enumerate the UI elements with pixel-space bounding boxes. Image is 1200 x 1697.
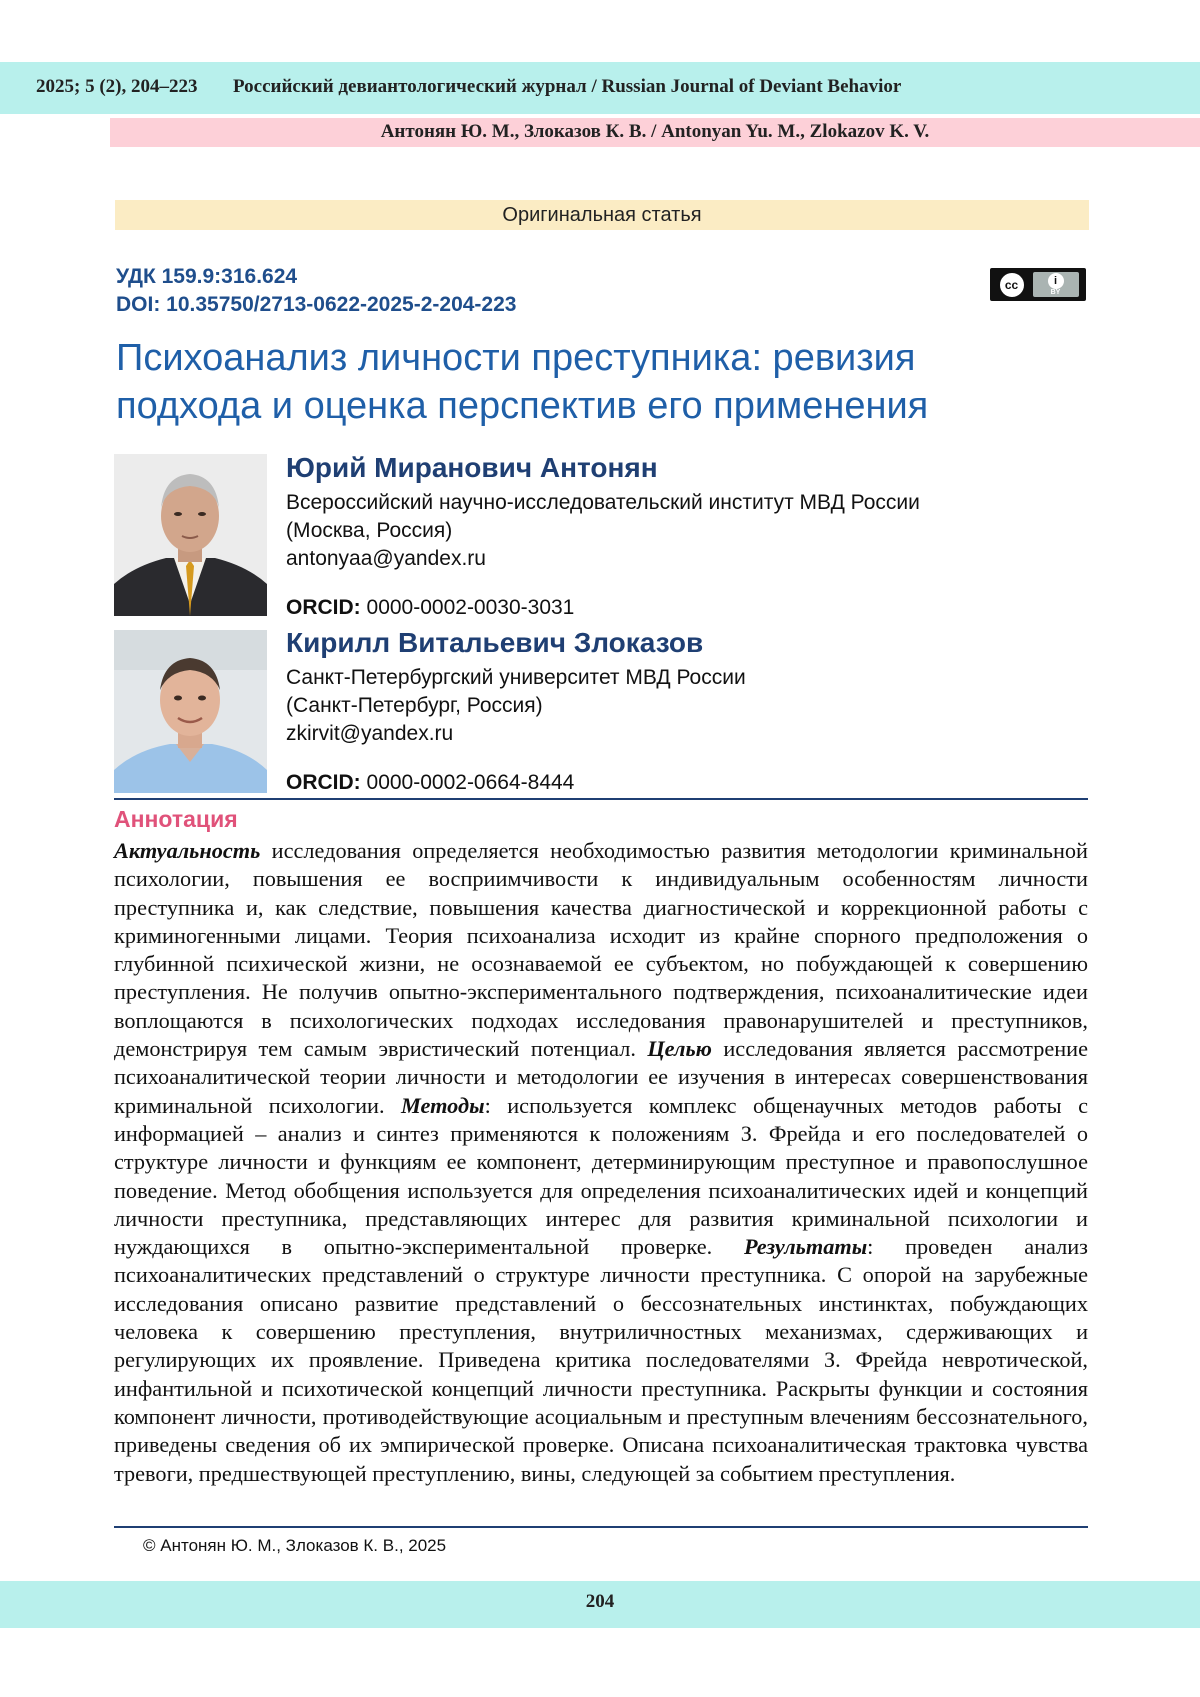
running-authors: Антонян Ю. М., Злоказов К. В. / Antonyan Yu. M., Zlokazov K. V. [380,121,930,142]
cc-license-badge[interactable] [990,268,1086,301]
author-location-2: (Санкт-Петербург, Россия) [286,694,543,717]
by-icon: i BY [1033,272,1079,297]
author-orcid-2[interactable]: ORCID: 0000-0002-0664-8444 [286,771,575,794]
author-affiliation-1: Всероссийский научно-исследовательский институт МВД России [286,491,920,514]
person-icon: i [1048,273,1064,289]
cc-icon: cc [998,271,1026,299]
author-name-2: Кирилл Витальевич Злоказов [286,627,704,658]
author-name-1: Юрий Миранович Антонян [286,452,658,483]
doi-link[interactable]: DOI: 10.35750/2713-0622-2025-2-204-223 [116,293,517,316]
author-photo-antonyan [114,454,267,616]
author-orcid-1[interactable]: ORCID: 0000-0002-0030-3031 [286,596,575,619]
abstract-heading: Аннотация [114,806,238,832]
article-title: Психоанализ личности преступника: ревизия подхода и оценка перспектив его применения [116,337,929,427]
author-email-2[interactable]: zkirvit@yandex.ru [286,722,454,745]
author-location-1: (Москва, Россия) [286,519,453,542]
copyright: © Антонян Ю. М., Злоказов К. В., 2025 [143,1536,447,1555]
author-affiliation-2: Санкт-Петербургский университет МВД России [286,666,746,689]
footer-divider [114,1526,1088,1528]
abstract-body: Актуальность исследования определяется необходимостью развития методологии криминальной психологии, повышения ее восприимчивости к индивидуальным особенностям личности преступника и, как следствие, повышения качества диагностической и коррекционной работы с криминогенными лицами. Теория психоанализа исходит из крайне спорного предположения о глубинной психической жизни, не осознаваемой ее субъектом, но побуждающей к совершению преступления. Не получив опытно-экспериментального подтверждения, психоаналитические идеи воплощаются в психологических подходах исследования правонарушителей и преступников, демонстрируя тем самым эвристический потенциал. Целью исследования является рассмотрение психоаналитической теории личности и методологии ее изучения в интересах совершенствования криминальной психологии. Методы: используется комплекс общенаучных методов работы с информацией – анализ и синтез применяются к положениям З. Фрейда и его последователей о структуре личности и функциям ее компонент, детерминирующим преступное и правопослушное поведение. Метод обобщения используется для определения психоаналитических идей и концепций личности преступника, представляющих интерес для развития криминальной психологии и нуждающихся в опытно-экспериментальной проверке. Результаты: проведен анализ психоаналитических представлений о структуре личности преступника. С опорой на зарубежные исследования описано развитие представлений о бессознательных инстинктах, побуждающих человека к совершению преступления, внутриличностных механизмах, сдерживающих и регулирующих их проявление. Приведена критика последователями З. Фрейда невротической, инфантильной и психотической концепций личности преступника. Раскрыты функции и состояния компонент личности, противодействующие асоциальным и преступным влечениям бессознательного, приведены сведения об их эмпирической проверке. Описана психоаналитическая трактовка чувства тревоги, предшествующей преступлению, вины, следующей за событием преступления. [114,838,1088,1486]
author-email-1[interactable]: antonyaa@yandex.ru [286,547,486,570]
journal-title: Российский девиантологический журнал / Russian Journal of Deviant Behavior [233,76,902,97]
issue-info: 2025; 5 (2), 204–223 [36,76,198,97]
article-type: Оригинальная статья [115,200,1089,230]
author-photo-zlokazov [114,630,267,793]
page-number: 204 [585,1591,615,1612]
divider [114,798,1088,800]
udk-code: УДК 159.9:316.624 [116,265,298,288]
